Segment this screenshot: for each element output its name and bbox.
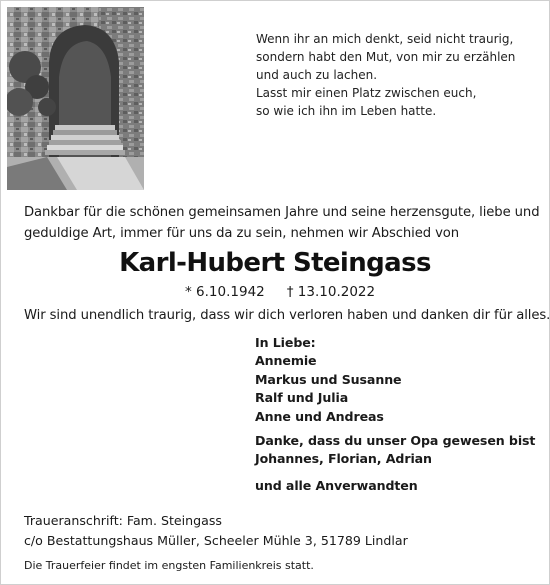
funeral-note: Die Trauerfeier findet im engsten Familienkreis statt. <box>24 559 314 572</box>
intro-line: geduldige Art, immer für uns da zu sein, nehmen wir Abschied von <box>24 226 460 241</box>
poem-line: und auch zu lachen. <box>256 68 378 82</box>
poem-line: Lasst mir einen Platz zwischen euch, <box>256 86 477 100</box>
spacer <box>255 469 545 477</box>
death-date: † 13.10.2022 <box>286 284 376 300</box>
poem-line: sondern habt den Mut, von mir zu erzählen <box>256 50 516 64</box>
poem <box>256 30 541 120</box>
footer <box>24 511 544 574</box>
address-line: c/o Bestattungshaus Müller, Scheeler Mühle 3, 51789 Lindlar <box>24 533 408 548</box>
relatives: und alle Anverwandten <box>255 477 418 493</box>
grandchildren: Johannes, Florian, Adrian <box>255 451 432 467</box>
life-dates <box>185 282 375 302</box>
address-line: Traueranschrift: Fam. Steingass <box>24 513 222 528</box>
deceased-name: Karl-Hubert Steingass <box>119 248 431 278</box>
grandchildren-note: Danke, dass du unser Opa gewesen bist <box>255 433 536 449</box>
mourners-list <box>255 334 545 495</box>
poem-line: so wie ich ihn im Leben hatte. <box>256 104 437 118</box>
intro-line: Dankbar für die schönen gemeinsamen Jahre und seine herzensgute, liebe und <box>24 205 540 220</box>
birth-date: * 6.10.1942 <box>185 284 265 300</box>
poem-line: Wenn ihr an mich denkt, seid nicht traurig, <box>256 32 514 46</box>
mourner: Anne und Andreas <box>255 408 384 424</box>
mourners-heading: In Liebe: <box>255 335 316 350</box>
stone-archway-photo <box>7 7 144 190</box>
farewell-sentence: Wir sind unendlich traurig, dass wir dich verloren haben und danken dir für alles. <box>24 308 550 323</box>
mourner: Ralf und Julia <box>255 390 349 406</box>
intro-text <box>24 202 540 244</box>
photo-illustration <box>7 7 144 190</box>
mourner: Markus und Susanne <box>255 371 402 387</box>
mourner: Annemie <box>255 353 317 369</box>
